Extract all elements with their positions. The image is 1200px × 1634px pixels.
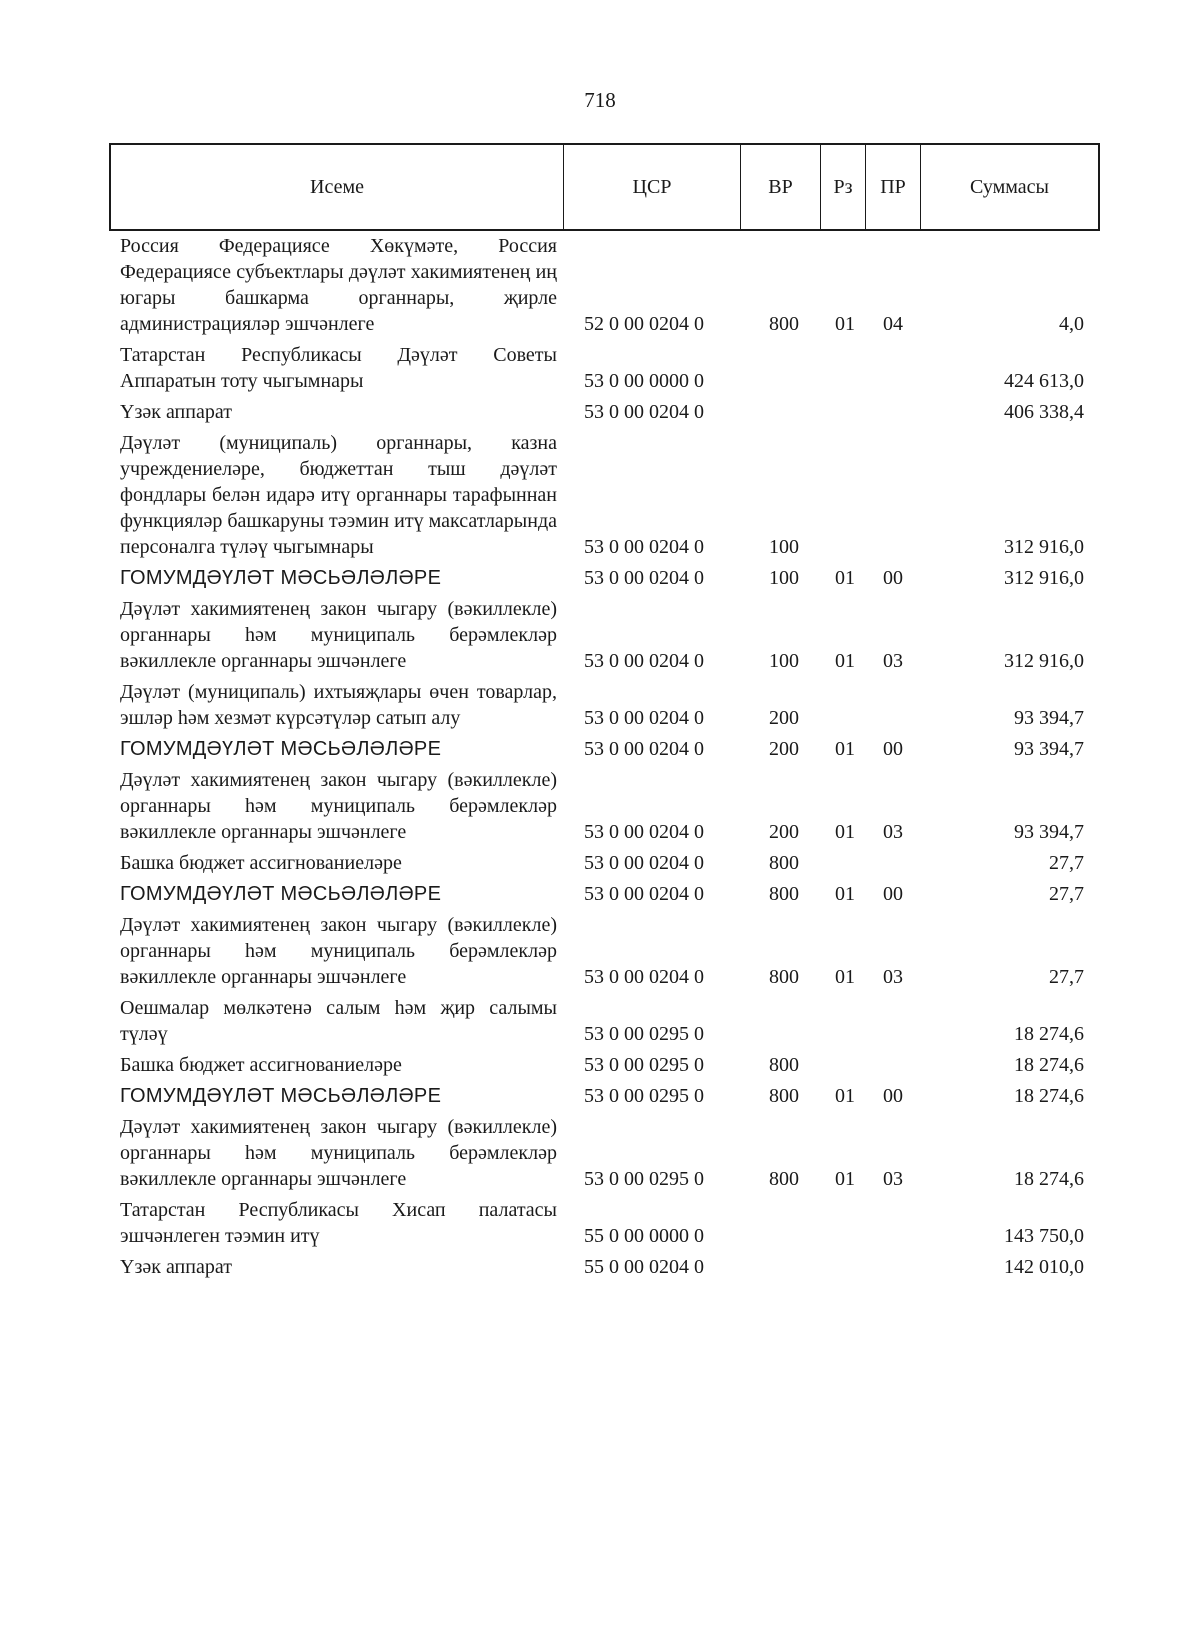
header-csr: ЦСР [564,145,741,229]
row-pr: 03 [883,821,903,843]
row-name: Татарстан Республикасы Хисап палатасы эшчәнлеген тәэмин итү [120,1199,557,1247]
row-sum: 18 274,6 [1014,1085,1084,1107]
row-sum: 312 916,0 [1004,650,1084,672]
row-name: Башка бюджет ассигнованиеләре [120,1054,402,1076]
row-vr: 200 [769,707,799,729]
row-vr: 200 [769,821,799,843]
row-pr: 00 [883,1085,903,1107]
row-vr: 800 [769,966,799,988]
row-sum: 424 613,0 [1004,370,1084,392]
row-pr: 03 [883,1168,903,1190]
row-csr: 52 0 00 0204 0 [584,313,704,335]
row-sum: 27,7 [1049,852,1084,874]
row-vr: 800 [769,1085,799,1107]
row-sum: 27,7 [1049,883,1084,905]
row-sum: 93 394,7 [1014,738,1084,760]
header-name: Исеме [111,145,564,229]
table-row [120,565,1105,591]
header-vr: ВР [741,145,821,229]
row-sum: 142 010,0 [1004,1256,1084,1278]
header-rz: Рз [821,145,866,229]
table-row [120,736,1105,762]
table-header [109,143,1100,231]
table-row [120,881,1105,907]
row-sum: 312 916,0 [1004,567,1084,589]
row-rz: 01 [835,821,855,843]
row-rz: 01 [835,313,855,335]
row-name: ГОМУМДӘҮЛӘТ МӘСЬӘЛӘЛӘРЕ [120,1085,442,1107]
row-name: ГОМУМДӘҮЛӘТ МӘСЬӘЛӘЛӘРЕ [120,567,442,589]
row-name: ГОМУМДӘҮЛӘТ МӘСЬӘЛӘЛӘРЕ [120,738,442,760]
row-sum: 93 394,7 [1014,707,1084,729]
row-vr: 800 [769,883,799,905]
header-sum: Суммасы [970,175,1049,198]
row-csr: 53 0 00 0204 0 [584,650,704,672]
table-row [120,767,1105,845]
row-rz: 01 [835,738,855,760]
row-name: Дәүләт хакимиятенең закон чыгару (вәкиллекле) органнары һәм муниципаль берәмлекләр вәкиллекле органнары эшчәнлеге [120,598,557,672]
row-pr: 03 [883,650,903,672]
row-name: Дәүләт (муниципаль) ихтыяҗлары өчен товарлар, эшләр һәм хезмәт күрсәтүләр сатып алу [120,681,557,729]
row-csr: 53 0 00 0204 0 [584,567,704,589]
row-csr: 53 0 00 0204 0 [584,852,704,874]
row-rz: 01 [835,1085,855,1107]
row-vr: 800 [769,1054,799,1076]
row-sum: 27,7 [1049,966,1084,988]
page-number: 718 [584,88,616,112]
row-name: Башка бюджет ассигнованиеләре [120,852,402,874]
row-csr: 53 0 00 0204 0 [584,821,704,843]
row-name: Дәүләт хакимиятенең закон чыгару (вәкиллекле) органнары һәм муниципаль берәмлекләр вәкиллекле органнары эшчәнлеге [120,914,557,988]
row-csr: 53 0 00 0295 0 [584,1023,704,1045]
row-vr: 800 [769,313,799,335]
row-sum: 312 916,0 [1004,536,1084,558]
table-row [120,1254,1105,1280]
table-row [120,1114,1105,1192]
row-csr: 53 0 00 0204 0 [584,883,704,905]
row-rz: 01 [835,966,855,988]
row-csr: 53 0 00 0295 0 [584,1168,704,1190]
row-rz: 01 [835,883,855,905]
row-pr: 04 [883,313,903,335]
table-row [120,596,1105,674]
table-row [120,233,1105,337]
table-row [120,1197,1105,1249]
table-body [120,233,1105,1285]
table-row [120,342,1105,394]
row-csr: 55 0 00 0204 0 [584,1256,704,1278]
row-csr: 55 0 00 0000 0 [584,1225,704,1247]
table-row [120,995,1105,1047]
row-csr: 53 0 00 0000 0 [584,370,704,392]
row-pr: 00 [883,738,903,760]
row-name: Оешмалар мөлкәтенә салым һәм җир салымы түләү [120,997,557,1045]
row-name: Дәүләт (муниципаль) органнары, казна учреждениеләре, бюджеттан тыш дәүләт фондлары белән идарә итү органнары тарафыннан функцияләр башкаруны тәэмин итү максатларында персоналга түләү чыгымнары [120,432,557,558]
row-csr: 53 0 00 0204 0 [584,401,704,423]
row-sum: 143 750,0 [1004,1225,1084,1247]
row-csr: 53 0 00 0295 0 [584,1054,704,1076]
table-row [120,679,1105,731]
row-sum: 4,0 [1059,313,1084,335]
table-row [120,1052,1105,1078]
row-csr: 53 0 00 0204 0 [584,738,704,760]
row-pr: 00 [883,883,903,905]
row-sum: 18 274,6 [1014,1168,1084,1190]
row-vr: 100 [769,567,799,589]
table-row [120,850,1105,876]
row-sum: 18 274,6 [1014,1054,1084,1076]
table-row [120,430,1105,560]
row-csr: 53 0 00 0204 0 [584,707,704,729]
row-name: Россия Федерациясе Хөкүмәте, Россия Федерациясе субъектлары дәүләт хакимиятенең иң югары башкарма органнары, җирле администрацияләр эшчәнлеге [120,235,557,335]
row-rz: 01 [835,567,855,589]
row-rz: 01 [835,650,855,672]
row-csr: 53 0 00 0295 0 [584,1085,704,1107]
row-name: ГОМУМДӘҮЛӘТ МӘСЬӘЛӘЛӘРЕ [120,883,442,905]
table-row [120,1083,1105,1109]
row-vr: 200 [769,738,799,760]
row-rz: 01 [835,1168,855,1190]
table-row [120,399,1105,425]
row-pr: 00 [883,567,903,589]
row-csr: 53 0 00 0204 0 [584,536,704,558]
row-vr: 800 [769,1168,799,1190]
row-name: Дәүләт хакимиятенең закон чыгару (вәкиллекле) органнары һәм муниципаль берәмлекләр вәкиллекле органнары эшчәнлеге [120,769,557,843]
row-sum: 406 338,4 [1004,401,1084,423]
row-vr: 100 [769,650,799,672]
row-vr: 100 [769,536,799,558]
row-name: Дәүләт хакимиятенең закон чыгару (вәкиллекле) органнары һәм муниципаль берәмлекләр вәкиллекле органнары эшчәнлеге [120,1116,557,1190]
row-csr: 53 0 00 0204 0 [584,966,704,988]
row-vr: 800 [769,852,799,874]
table-row [120,912,1105,990]
header-pr: ПР [866,145,921,229]
row-sum: 18 274,6 [1014,1023,1084,1045]
row-sum: 93 394,7 [1014,821,1084,843]
row-name: Татарстан Республикасы Дәүләт Советы Аппаратын тоту чыгымнары [120,344,557,392]
row-name: Үзәк аппарат [120,401,232,423]
row-pr: 03 [883,966,903,988]
row-name: Үзәк аппарат [120,1256,232,1278]
